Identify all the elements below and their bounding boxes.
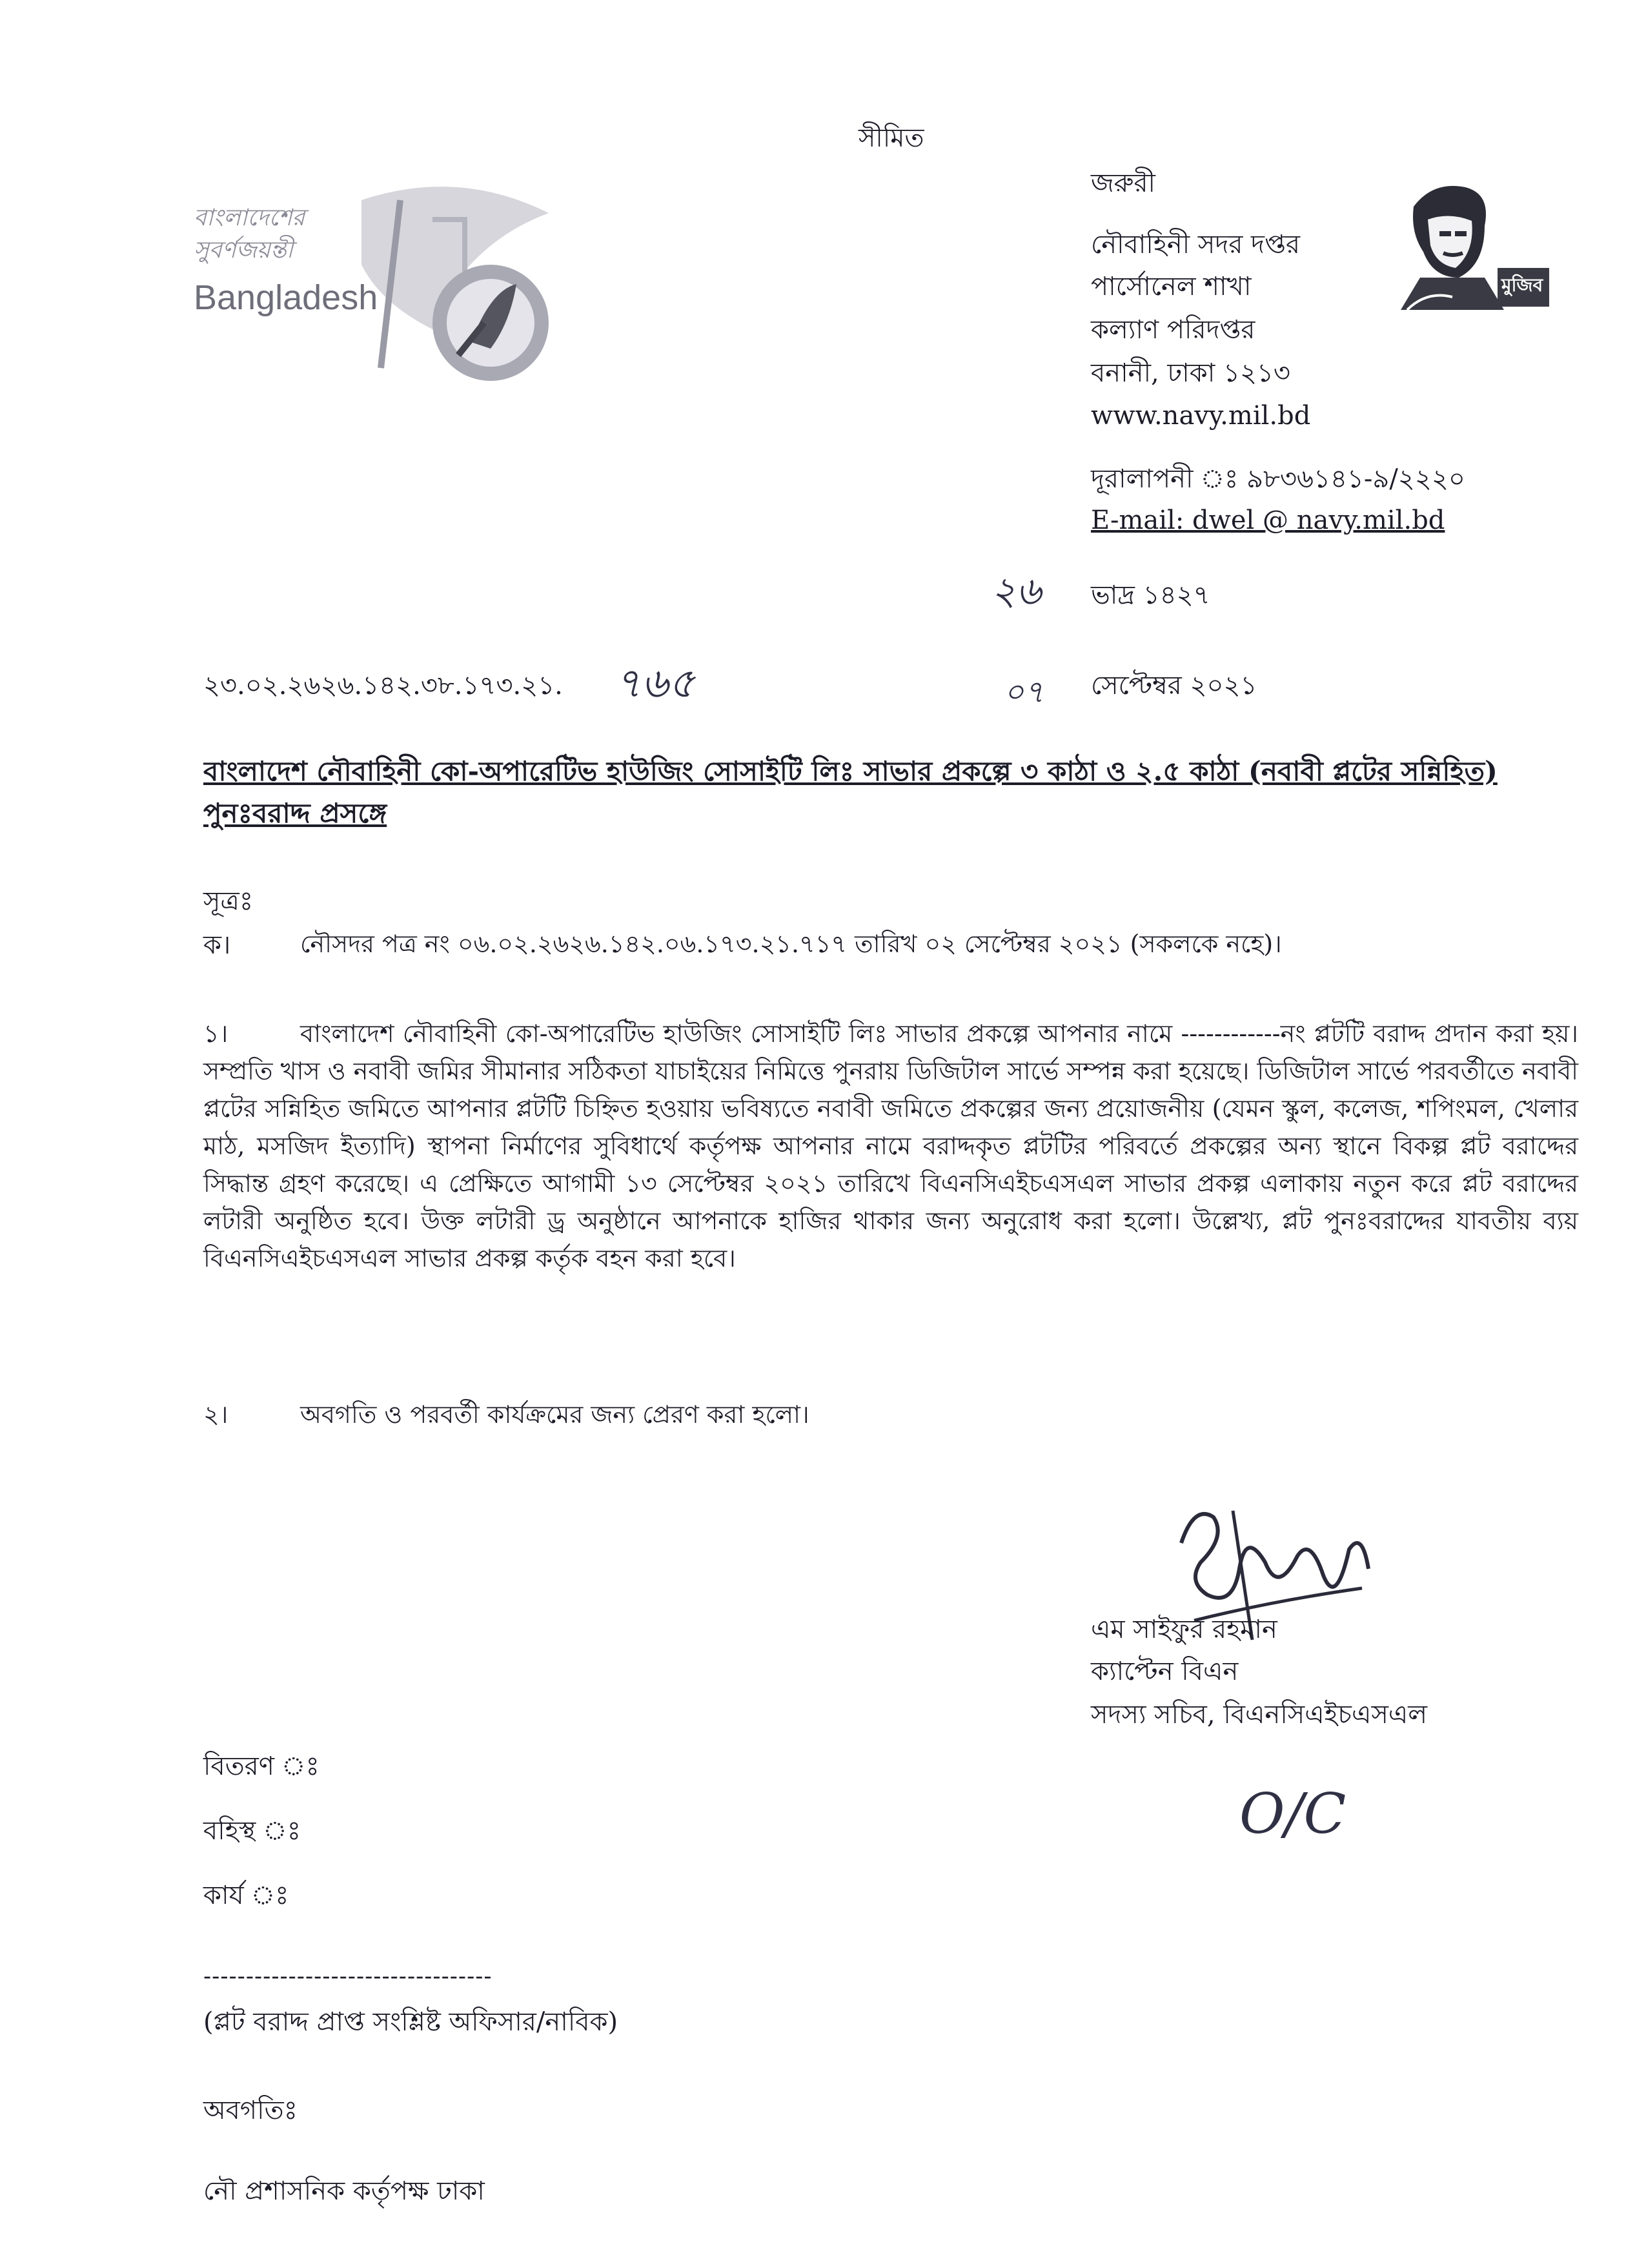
logo-text: Bangladesh (194, 278, 378, 317)
memo-number-printed: ২৩.০২.২৬২৬.১৪২.৩৮.১৭৩.২১. (203, 671, 563, 700)
signatory-rank: ক্যাপ্টেন বিএন (1091, 1657, 1239, 1686)
golden-jubilee-logo (187, 174, 587, 381)
distribution-label: বিতরণ ঃ (203, 1752, 320, 1781)
paragraph-1-number: ১। (203, 1019, 229, 1048)
distribution-recipient: (প্লট বরাদ্দ প্রাপ্ত সংশ্লিষ্ট অফিসার/নাবিক) (203, 2007, 618, 2037)
subject-line-1: বাংলাদেশ নৌবাহিনী কো-অপারেটিভ হাউজিং সোসাইটি লিঃ সাভার প্রকল্পে ৩ কাঠা ও ২.৫ কাঠা (নবাবী প্লটের সন্নিহিত) (203, 755, 1498, 787)
paragraph-2 (203, 1396, 1578, 1433)
signatory-name: এম সাইফুর রহমান (1091, 1615, 1277, 1644)
signatory-designation: সদস্য সচিব, বিএনসিএইচএসএল (1091, 1700, 1428, 1730)
office-line-4: বনানী, ঢাকা ১২১৩ (1091, 358, 1290, 388)
paragraph-2-number: ২। (203, 1400, 229, 1429)
info-label: অবগতিঃ (203, 2096, 298, 2125)
date-english-day: ০৭ (1004, 674, 1044, 710)
distribution-dashes: ---------------------------------- (203, 1963, 493, 1990)
office-line-2: পার্সোনেল শাখা (1091, 272, 1252, 301)
reference-label: সূত্রঃ (203, 886, 254, 916)
office-phone: দূরালাপনী ঃ ৯৮৩৬১৪১-৯/২২২০ (1091, 464, 1465, 494)
date-english-month-year: সেপ্টেম্বর ২০২১ (1091, 671, 1257, 700)
handwritten-note: O/C (1239, 1782, 1346, 1846)
info-recipient: নৌ প্রশাসনিক কর্তৃপক্ষ ঢাকা (203, 2176, 485, 2206)
distribution-action: কার্য ঃ (203, 1881, 289, 1910)
classification-label: সীমিত (859, 123, 924, 153)
office-email: E-mail: dwel @ navy.mil.bd (1091, 506, 1445, 535)
paragraph-2-text: অবগতি ও পরবর্তী কার্যক্রমের জন্য প্রেরণ করা হলো। (300, 1400, 809, 1429)
office-line-3: কল্যাণ পরিদপ্তর (1091, 315, 1255, 345)
distribution-external: বহিস্থ ঃ (203, 1816, 301, 1846)
memo-number-handwritten: ৭৬৫ (615, 660, 695, 708)
date-bangla-day: ২৬ (991, 569, 1042, 614)
office-line-1: নৌবাহিনী সদর দপ্তর (1091, 230, 1300, 260)
office-website: www.navy.mil.bd (1091, 401, 1311, 431)
reference-item-text: নৌসদর পত্র নং ০৬.০২.২৬২৬.১৪২.০৬.১৭৩.২১.৭১৭ তারিখ ০২ সেপ্টেম্বর ২০২১ (সকলকে নহে)। (300, 930, 1282, 958)
paragraph-1 (203, 1015, 1578, 1277)
logo-bengali-line1: বাংলাদেশের (194, 205, 305, 231)
mujib-logo-text: মুজিব (1501, 274, 1543, 296)
urgency-label: জরুরী (1091, 169, 1155, 198)
date-bangla-month-year: ভাদ্র ১৪২৭ (1091, 580, 1210, 610)
reference-item-label: ক। (203, 930, 231, 960)
subject-line-2: পুনঃবরাদ্দ প্রসঙ্গে (203, 797, 387, 829)
paragraph-1-text: বাংলাদেশ নৌবাহিনী কো-অপারেটিভ হাউজিং সোসাইটি লিঃ সাভার প্রকল্পে আপনার নামে ------------নং প্লটটি বরাদ্দ প্রদান করা হয়। সম্প্রতি খাস ও নবাবী জমির সীমানার সঠিকতা যাচাইয়ের নিমিত্তে পুনরায় ডিজিটাল সার্ভে সম্পন্ন করা হয়েছে। ডিজিটাল সার্ভে পরবর্তীতে নবাবী প্লটের সন্নিহিত জমিতে আপনার প্লটটি চিহ্নিত হওয়ায় ভবিষ্যতে নবাবী জমিতে প্রকল্পের জন্য প্রয়োজনীয় (যেমন স্কুল, কলেজ, শপিংমল, খেলার মাঠ, মসজিদ ইত্যাদি) স্থাপনা নির্মাণের সুবিধার্থে কর্তৃপক্ষ আপনার নামে বরাদ্দকৃত প্লটটির পরিবর্তে প্রকল্পের অন্য স্থানে বিকল্প প্লট বরাদ্দের সিদ্ধান্ত গ্রহণ করেছে। এ প্রেক্ষিতে আগামী ১৩ সেপ্টেম্বর ২০২১ তারিখে বিএনসিএইচএসএল সাভার প্রকল্প এলাকায় নতুন করে প্লট বরাদ্দের লটারী অনুষ্ঠিত হবে। উক্ত লটারী ড্র অনুষ্ঠানে আপনাকে হাজির থাকার জন্য অনুরোধ করা হলো। উল্লেখ্য, প্লট পুনঃবরাদ্দের যাবতীয় ব্যয় বিএনসিএইচএসএল সাভার প্রকল্প কর্তৃক বহন করা হবে। (203, 1019, 1578, 1272)
mujib-centenary-logo (1388, 181, 1581, 316)
logo-bengali-line2: সুবর্ণজয়ন্তী (194, 237, 294, 263)
